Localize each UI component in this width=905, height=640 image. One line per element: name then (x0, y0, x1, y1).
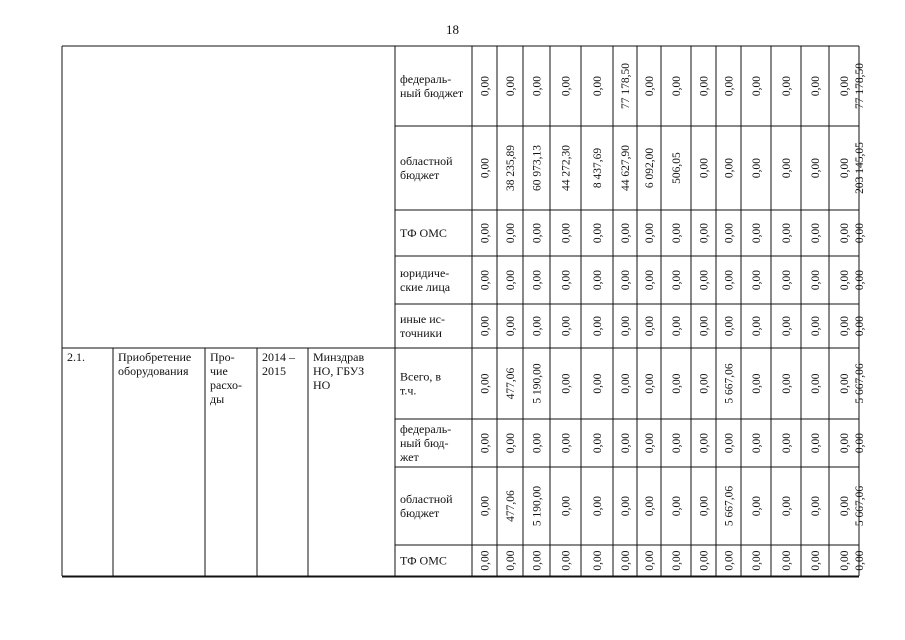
amount-cell: 0,00 (644, 550, 656, 571)
amount-cell: 0,00 (810, 75, 822, 97)
amount-cell: 77 178,50 (620, 63, 632, 109)
table-row (400, 363, 866, 404)
info-executor: Минздрав НО, ГБУЗ НО (313, 350, 365, 392)
amount-cell: 0,00 (839, 373, 851, 394)
amount-cell: 0,00 (620, 550, 632, 571)
amount-cell: 0,00 (531, 315, 544, 337)
amount-cell: 0,00 (810, 432, 822, 454)
amount-cell: 0,00 (698, 75, 711, 97)
amount-cell: 0,00 (839, 157, 851, 179)
amount-cell: 0,00 (839, 222, 851, 244)
funding-source-label: ТФ ОМС (400, 553, 447, 568)
amount-cell: 0,00 (781, 157, 793, 179)
amount-cell: 0,00 (644, 315, 656, 337)
amount-cell: 0,00 (781, 315, 793, 337)
amount-cell: 0,00 (751, 432, 763, 454)
table-row (400, 142, 866, 194)
amount-cell: 0,00 (592, 75, 604, 97)
amount-cell: 0,00 (671, 75, 683, 97)
amount-cell: 0,00 (620, 269, 632, 291)
amount-cell: 0,00 (781, 269, 793, 291)
amount-cell: 0,00 (620, 373, 632, 394)
table-row (399, 422, 866, 464)
funding-source-label: Всего, в т.ч. (400, 369, 442, 398)
amount-cell: 0,00 (531, 269, 544, 291)
amount-cell: 0,00 (839, 75, 851, 97)
table-row (400, 312, 866, 340)
amount-cell: 0,00 (723, 222, 736, 244)
amount-cell: 0,00 (479, 550, 492, 571)
amount-cell: 0,00 (479, 222, 492, 244)
amount-cell: 0,00 (854, 315, 866, 337)
amount-cell: 0,00 (592, 315, 604, 337)
amount-cell: 0,00 (592, 373, 604, 394)
amount-cell: 0,00 (810, 373, 822, 394)
table-row (400, 63, 866, 109)
funding-source-label: областной бюджет (400, 154, 453, 182)
funding-source-label: федераль-ный бюджет (400, 72, 464, 100)
amount-cell: 0,00 (560, 315, 573, 337)
table-row (400, 486, 866, 527)
amount-cell: 0,00 (781, 222, 793, 244)
amount-cell: 0,00 (698, 157, 711, 179)
funding-source-label: областной бюджет (400, 492, 453, 520)
amount-cell: 0,00 (751, 75, 763, 97)
info-period: 2014 – 2015 (262, 350, 295, 378)
amount-cell: 0,00 (505, 222, 517, 244)
amount-cell: 0,00 (644, 432, 656, 454)
amount-cell: 0,00 (698, 495, 711, 517)
amount-cell: 0,00 (644, 75, 656, 97)
amount-cell: 0,00 (723, 157, 736, 179)
amount-cell: 0,00 (751, 222, 763, 244)
amount-cell: 5 667,06 (723, 363, 736, 404)
info-expense-type: Про-чие расхо-ды (210, 350, 243, 406)
amount-cell: 0,00 (839, 315, 851, 337)
amount-cell: 0,00 (479, 432, 492, 454)
amount-cell: 0,00 (751, 157, 763, 179)
page-number: 18 (446, 22, 459, 37)
amount-cell: 5 667,06 (854, 363, 866, 404)
amount-cell: 0,00 (698, 315, 711, 337)
amount-cell: 477,06 (505, 490, 517, 522)
amount-cell: 0,00 (620, 315, 632, 337)
table-row (400, 550, 866, 570)
amount-cell: 0,00 (560, 75, 573, 97)
amount-cell: 6 092,00 (644, 147, 656, 189)
amount-cell: 477,06 (505, 367, 517, 400)
amount-cell: 0,00 (671, 315, 683, 337)
amount-cell: 0,00 (810, 550, 822, 571)
funding-source-label: федераль-ный бюд-жет (400, 422, 452, 464)
amount-cell: 0,00 (671, 373, 683, 394)
amount-cell: 0,00 (505, 269, 517, 291)
funding-source-label: иные ис-точники (400, 312, 445, 340)
amount-cell: 5 190,00 (531, 485, 544, 527)
amount-cell: 0,00 (479, 269, 492, 291)
amount-cell: 0,00 (644, 373, 656, 394)
amount-cell: 0,00 (698, 222, 711, 244)
amount-cell: 0,00 (505, 315, 517, 337)
amount-cell: 0,00 (810, 495, 822, 517)
amount-cell: 0,00 (671, 222, 683, 244)
amount-cell: 77 178,50 (854, 63, 866, 109)
amount-cell: 0,00 (839, 550, 851, 571)
amount-cell: 203 145,05 (854, 142, 866, 194)
amount-cell: 0,00 (671, 269, 683, 291)
amount-cell: 0,00 (751, 315, 763, 337)
amount-cell: 0,00 (810, 222, 822, 244)
amount-cell: 0,00 (698, 269, 711, 291)
table-row (400, 223, 866, 243)
amount-cell: 0,00 (505, 550, 517, 571)
amount-cell: 44 272,30 (560, 145, 573, 191)
amount-cell: 0,00 (560, 495, 573, 517)
funding-source-label: юридиче-ские лица (400, 266, 451, 294)
amount-cell: 0,00 (620, 495, 632, 517)
amount-cell: 0,00 (592, 222, 604, 244)
amount-cell: 0,00 (671, 495, 683, 517)
amount-cell: 44 627,90 (620, 145, 632, 191)
amount-cell: 0,00 (479, 157, 492, 179)
amount-cell: 0,00 (781, 75, 793, 97)
amount-cell: 0,00 (479, 495, 492, 517)
amount-cell: 0,00 (592, 495, 604, 517)
amount-cell: 0,00 (560, 269, 573, 291)
amount-cell: 0,00 (839, 495, 851, 517)
amount-cell: 0,00 (644, 495, 656, 517)
amount-cell: 60 973,13 (531, 145, 544, 191)
amount-cell: 0,00 (781, 373, 793, 394)
amount-cell: 0,00 (560, 373, 573, 394)
amount-cell: 0,00 (854, 550, 866, 571)
amount-cell: 506,05 (671, 152, 683, 184)
amount-cell: 0,00 (839, 432, 851, 454)
amount-cell: 0,00 (560, 550, 573, 571)
amount-cell: 0,00 (560, 222, 573, 244)
amount-cell: 38 235,89 (505, 145, 517, 191)
amount-cell: 0,00 (505, 75, 517, 97)
amount-cell: 0,00 (781, 550, 793, 571)
amount-cell: 0,00 (698, 550, 711, 571)
amount-cell: 0,00 (723, 315, 736, 337)
amount-cell: 0,00 (781, 495, 793, 517)
amount-cell: 0,00 (479, 75, 492, 97)
funding-source-label: ТФ ОМС (400, 226, 447, 240)
amount-cell: 0,00 (698, 432, 711, 454)
amount-cell: 0,00 (751, 269, 763, 291)
amount-cell: 0,00 (698, 373, 711, 394)
amount-cell: 0,00 (531, 222, 544, 244)
amount-cell: 0,00 (839, 269, 851, 291)
amount-cell: 0,00 (644, 222, 656, 244)
info-name: Приобретение оборудования (118, 350, 192, 378)
amount-cell: 0,00 (479, 315, 492, 337)
amount-cell: 8 437,69 (592, 147, 604, 189)
amount-cell: 5 667,06 (854, 485, 866, 527)
amount-cell: 0,00 (560, 432, 573, 454)
amount-cell: 0,00 (751, 373, 763, 394)
amount-cell: 0,00 (620, 222, 632, 244)
amount-cell: 0,00 (751, 550, 763, 571)
amount-cell: 0,00 (854, 222, 866, 244)
amount-cell: 0,00 (644, 269, 656, 291)
amount-cell: 0,00 (479, 373, 492, 394)
table-row (400, 266, 866, 294)
amount-cell: 0,00 (592, 550, 604, 571)
amount-cell: 0,00 (592, 269, 604, 291)
amount-cell: 0,00 (723, 432, 736, 454)
amount-cell: 5 667,06 (723, 485, 736, 527)
amount-cell: 0,00 (781, 432, 793, 454)
amount-cell: 0,00 (592, 432, 604, 454)
amount-cell: 0,00 (671, 432, 683, 454)
amount-cell: 0,00 (531, 75, 544, 97)
amount-cell: 0,00 (854, 432, 866, 454)
amount-cell: 0,00 (531, 432, 544, 454)
amount-cell: 0,00 (810, 269, 822, 291)
amount-cell: 0,00 (531, 550, 544, 571)
amount-cell: 5 190,00 (531, 363, 544, 404)
amount-cell: 0,00 (723, 269, 736, 291)
amount-cell: 0,00 (671, 550, 683, 571)
amount-cell: 0,00 (620, 432, 632, 454)
amount-cell: 0,00 (505, 432, 517, 454)
amount-cell: 0,00 (723, 550, 736, 571)
amount-cell: 0,00 (810, 315, 822, 337)
info-number: 2.1. (67, 350, 85, 364)
amount-cell: 0,00 (751, 495, 763, 517)
amount-cell: 0,00 (854, 269, 866, 291)
amount-cell: 0,00 (810, 157, 822, 179)
amount-cell: 0,00 (723, 75, 736, 97)
